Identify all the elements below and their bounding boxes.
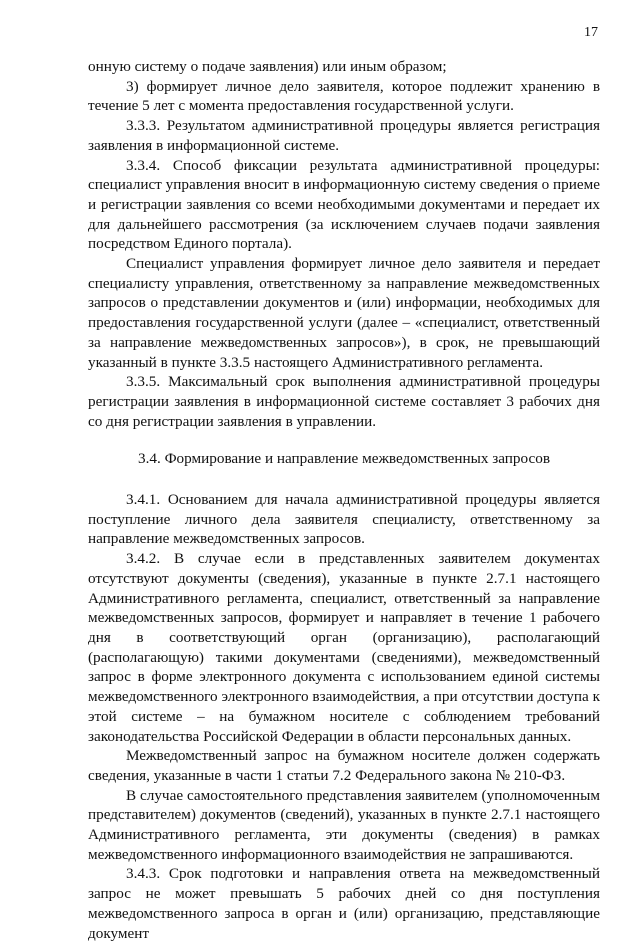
section-heading: 3.4. Формирование и направление межведомственных запросов	[137, 450, 550, 468]
paragraph: 3) формирует личное дело заявителя, которое подлежит хранению в течение 5 лет с момента предоставления государственной услуги.	[88, 77, 600, 115]
paragraph: 3.3.4. Способ фиксации результата административной процедуры: специалист управления вносит в информационную систему сведения о приеме и регистрации заявления со всеми необходимыми документами и передает их для дальнейшего рассмотрения (за исключением случаев подачи заявления посредством Единого портала).	[88, 156, 600, 253]
page-number: 17	[584, 25, 598, 40]
paragraph: Специалист управления формирует личное дело заявителя и передает специалисту управления, ответственному за направление межведомственных запросов о представлении документов и (или) информации, необходимых для предоставления государственной услуги (далее – «специалист, ответственный за направление межведомственных запросов»), в срок, не превышающий указанный в пункте 3.3.5 настоящего Административного регламента.	[88, 255, 600, 371]
paragraph: 3.4.2. В случае если в представленных заявителем документах отсутствуют документы (сведения), указанные в пункте 2.7.1 настоящего Административного регламента, специалист, ответственный за направление межведомственных запросов, формирует и направляет в течение 1 рабочего дня в соответствующий орган (организацию), располагающий (располагающую) такими документами (сведениями), межведомственный запрос в форме электронного документа с использованием единой системы межведомственного электронного взаимодействия, а при отсутствии доступа к этой системе – на бумажном носителе с соблюдением требований законодательства Российской Федерации в области персональных данных.	[88, 550, 600, 745]
paragraph: 3.3.3. Результатом административной процедуры является регистрация заявления в информационной системе.	[88, 117, 600, 154]
paragraph: 3.4.1. Основанием для начала административной процедуры является поступление личного дела заявителя специалисту, ответственному за направление межведомственных запросов.	[88, 491, 600, 548]
paragraph: онную систему о подаче заявления) или иным образом;	[88, 58, 447, 75]
document-body	[88, 57, 600, 943]
paragraph: 3.3.5. Максимальный срок выполнения административной процедуры регистрации заявления в информационной системе составляет 3 рабочих дня со дня регистрации заявления в управлении.	[88, 373, 600, 430]
paragraph: В случае самостоятельного представления заявителем (уполномоченным представителем) документов (сведений), указанных в пункте 2.7.1 настоящего Административного регламента, эти документы (сведения) в рамках межведомственного информационного взаимодействия не запрашиваются.	[88, 786, 600, 863]
paragraph: 3.4.3. Срок подготовки и направления ответа на межведомственный запрос не может превышать 5 рабочих дней со дня поступления межведомственного запроса в орган и (или) организацию, представляющие документ	[88, 865, 600, 942]
paragraphs-after-heading	[88, 490, 600, 943]
paragraphs-before-heading	[88, 57, 600, 431]
paragraph: Межведомственный запрос на бумажном носителе должен содержать сведения, указанные в части 1 статьи 7.2 Федерального закона № 210-ФЗ.	[88, 747, 600, 784]
